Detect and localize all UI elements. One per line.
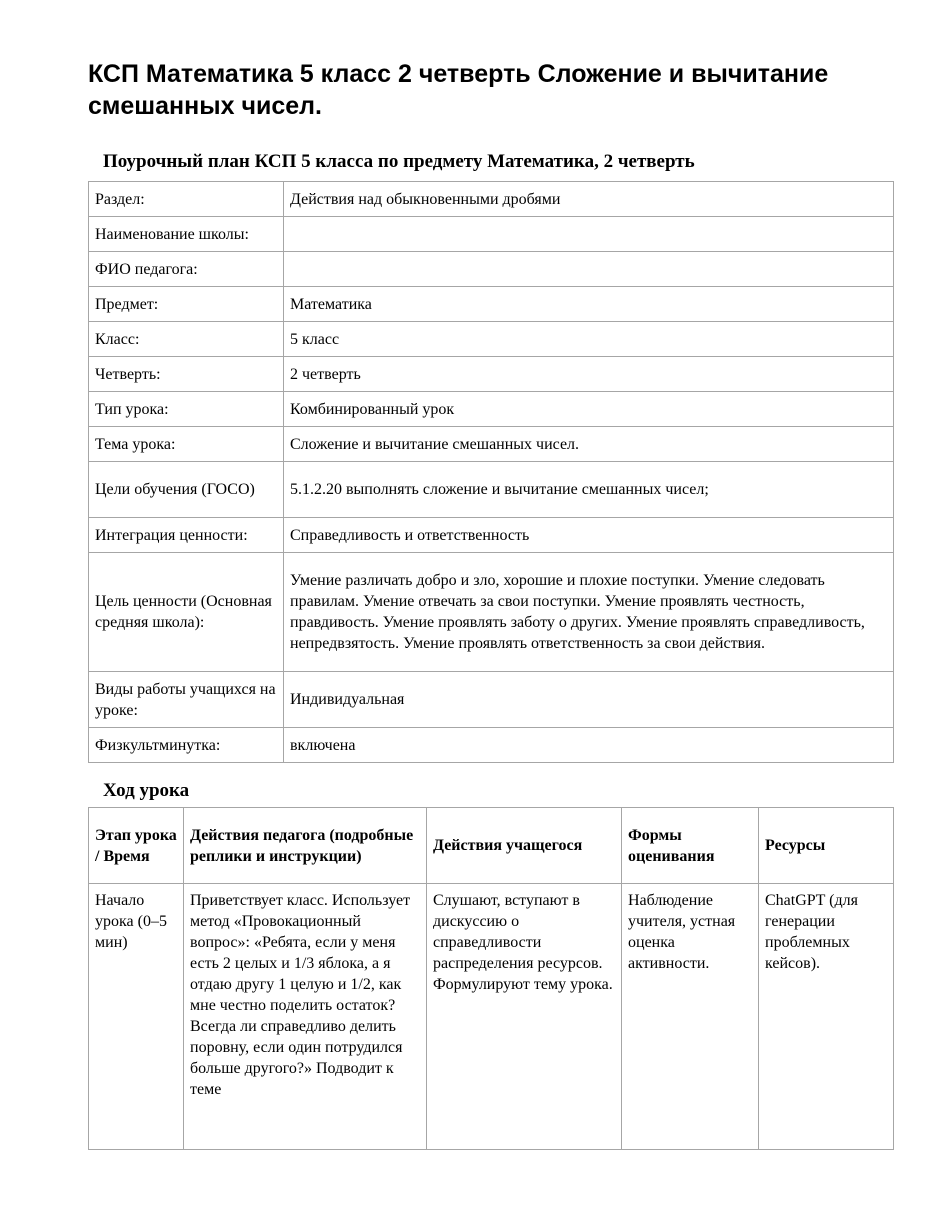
- info-key: Класс:: [89, 322, 284, 357]
- info-key: Интеграция ценности:: [89, 518, 284, 553]
- info-row-school: [89, 217, 894, 252]
- lesson-header-row: [89, 808, 894, 884]
- info-value: Справедливость и ответственность: [284, 518, 894, 553]
- info-key: Физкультминутка:: [89, 728, 284, 763]
- student-actions-cell: Слушают, вступают в дискуссию о справедливости распределения ресурсов. Формулируют тему урока.: [427, 884, 622, 1150]
- teacher-actions-cell: Приветствует класс. Использует метод «Провокационный вопрос»: «Ребята, если у меня есть 2 целых и 1/3 яблока, а я отдаю другу 1 целую и 1/2, как мне честно поделить остаток? Всегда ли справедливо делить поровну, если один потрудился больше другого?» Подводит к теме: [184, 884, 427, 1150]
- info-key: Тема урока:: [89, 427, 284, 462]
- info-key: Наименование школы:: [89, 217, 284, 252]
- info-key: Цели обучения (ГОСО): [89, 462, 284, 518]
- info-row-value-integration: [89, 518, 894, 553]
- document-page: [88, 58, 893, 1150]
- info-value: [284, 217, 894, 252]
- column-header-teacher-actions: Действия педагога (подробные реплики и инструкции): [184, 808, 427, 884]
- info-value: Умение различать добро и зло, хорошие и плохие поступки. Умение следовать правилам. Умение отвечать за свои поступки. Умение проявлять честность, правдивость. Умение проявлять заботу о других. Умение проявлять справедливость, непредвзятость. Умение проявлять ответственность за свои действия.: [284, 553, 894, 672]
- info-value: Математика: [284, 287, 894, 322]
- column-header-student-actions: Действия учащегося: [427, 808, 622, 884]
- info-row-section: [89, 182, 894, 217]
- lesson-progress-table: [88, 807, 894, 1150]
- info-row-value-goal: [89, 553, 894, 672]
- info-row-lesson-type: [89, 392, 894, 427]
- info-row-work-types: [89, 672, 894, 728]
- info-key: ФИО педагога:: [89, 252, 284, 287]
- info-key: Тип урока:: [89, 392, 284, 427]
- document-title: КСП Математика 5 класс 2 четверть Сложение и вычитание смешанных чисел.: [88, 60, 829, 120]
- assessment-cell: Наблюдение учителя, устная оценка активности.: [622, 884, 759, 1150]
- column-header-resources: Ресурсы: [759, 808, 894, 884]
- info-value: Действия над обыкновенными дробями: [284, 182, 894, 217]
- column-header-stage: Этап урока / Время: [89, 808, 184, 884]
- info-row-grade: [89, 322, 894, 357]
- info-key: Предмет:: [89, 287, 284, 322]
- info-value: Индивидуальная: [284, 672, 894, 728]
- info-row-subject: [89, 287, 894, 322]
- stage-cell: Начало урока (0–5 мин): [89, 884, 184, 1150]
- info-value: Сложение и вычитание смешанных чисел.: [284, 427, 894, 462]
- info-value: 2 четверть: [284, 357, 894, 392]
- info-row-teacher: [89, 252, 894, 287]
- info-value: 5.1.2.20 выполнять сложение и вычитание смешанных чисел;: [284, 462, 894, 518]
- info-key: Раздел:: [89, 182, 284, 217]
- info-key: Виды работы учащихся на уроке:: [89, 672, 284, 728]
- plan-heading: Поурочный план КСП 5 класса по предмету Математика, 2 четверть: [103, 151, 695, 172]
- info-value: включена: [284, 728, 894, 763]
- info-row-learning-goals: [89, 462, 894, 518]
- info-value: 5 класс: [284, 322, 894, 357]
- lesson-info-table: [88, 181, 894, 763]
- info-row-quarter: [89, 357, 894, 392]
- column-header-assessment: Формы оценивания: [622, 808, 759, 884]
- table-row: [89, 884, 894, 1150]
- info-row-lesson-topic: [89, 427, 894, 462]
- info-value: [284, 252, 894, 287]
- info-row-physical-break: [89, 728, 894, 763]
- info-key: Цель ценности (Основная средняя школа):: [89, 553, 284, 672]
- info-value: Комбинированный урок: [284, 392, 894, 427]
- progress-heading: Ход урока: [103, 780, 190, 801]
- resources-cell: ChatGPT (для генерации проблемных кейсов).: [759, 884, 894, 1150]
- info-key: Четверть:: [89, 357, 284, 392]
